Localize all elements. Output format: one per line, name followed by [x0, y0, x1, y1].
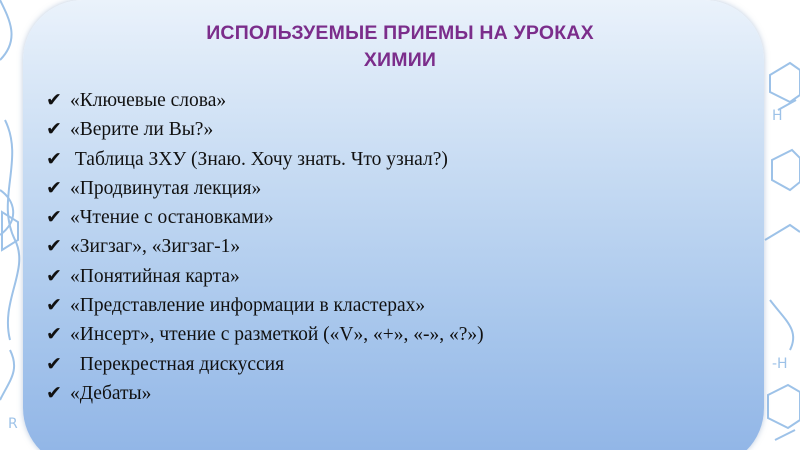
check-mark-icon: ✔	[46, 206, 62, 229]
check-mark-icon: ✔	[46, 176, 62, 199]
list-item-text: «Инсерт», чтение с разметкой («V», «+», «-», «?»)	[70, 324, 484, 346]
list-item-text: «Чтение с остановками»	[70, 207, 274, 229]
list-item	[46, 262, 484, 291]
list-item	[46, 115, 484, 144]
list-item	[46, 232, 484, 261]
list-item	[46, 203, 484, 232]
svg-text:-H: -H	[772, 356, 788, 372]
techniques-list	[46, 86, 484, 408]
list-item	[46, 350, 484, 379]
list-item-text: «Ключевые слова»	[70, 90, 227, 111]
list-item-text: «Зигзаг», «Зигзаг-1»	[70, 236, 241, 258]
check-mark-icon: ✔	[46, 147, 62, 170]
list-item-text: Перекрестная дискуссия	[70, 353, 285, 375]
title-line-1: ИСПОЛЬЗУЕМЫЕ ПРИЕМЫ НА УРОКАХ	[206, 22, 594, 44]
list-item	[46, 86, 484, 115]
check-mark-icon: ✔	[46, 323, 62, 346]
check-mark-icon: ✔	[46, 235, 62, 258]
list-item	[46, 320, 484, 349]
check-mark-icon: ✔	[46, 352, 62, 375]
svg-text:H: H	[772, 108, 783, 124]
check-mark-icon: ✔	[46, 89, 62, 111]
list-item-text: «Представление информации в кластерах»	[70, 295, 426, 317]
list-item-text: «Верите ли Вы?»	[70, 119, 214, 141]
list-item	[46, 291, 484, 320]
check-mark-icon: ✔	[46, 294, 62, 317]
check-mark-icon: ✔	[46, 381, 62, 404]
list-item-text: «Понятийная карта»	[70, 265, 240, 287]
check-mark-icon: ✔	[46, 264, 62, 287]
list-item-text: Таблица ЗХУ (Знаю. Хочу знать. Что узнал?)	[70, 148, 448, 170]
page-title	[0, 20, 800, 74]
check-mark-icon: ✔	[46, 118, 62, 141]
list-item	[46, 174, 484, 203]
svg-text:R: R	[8, 416, 18, 432]
title-line-2: ХИМИИ	[363, 49, 437, 71]
list-item-text: «Продвинутая лекция»	[70, 177, 262, 199]
list-item-text: «Дебаты»	[70, 382, 152, 404]
list-item	[46, 379, 484, 408]
list-item	[46, 145, 484, 174]
